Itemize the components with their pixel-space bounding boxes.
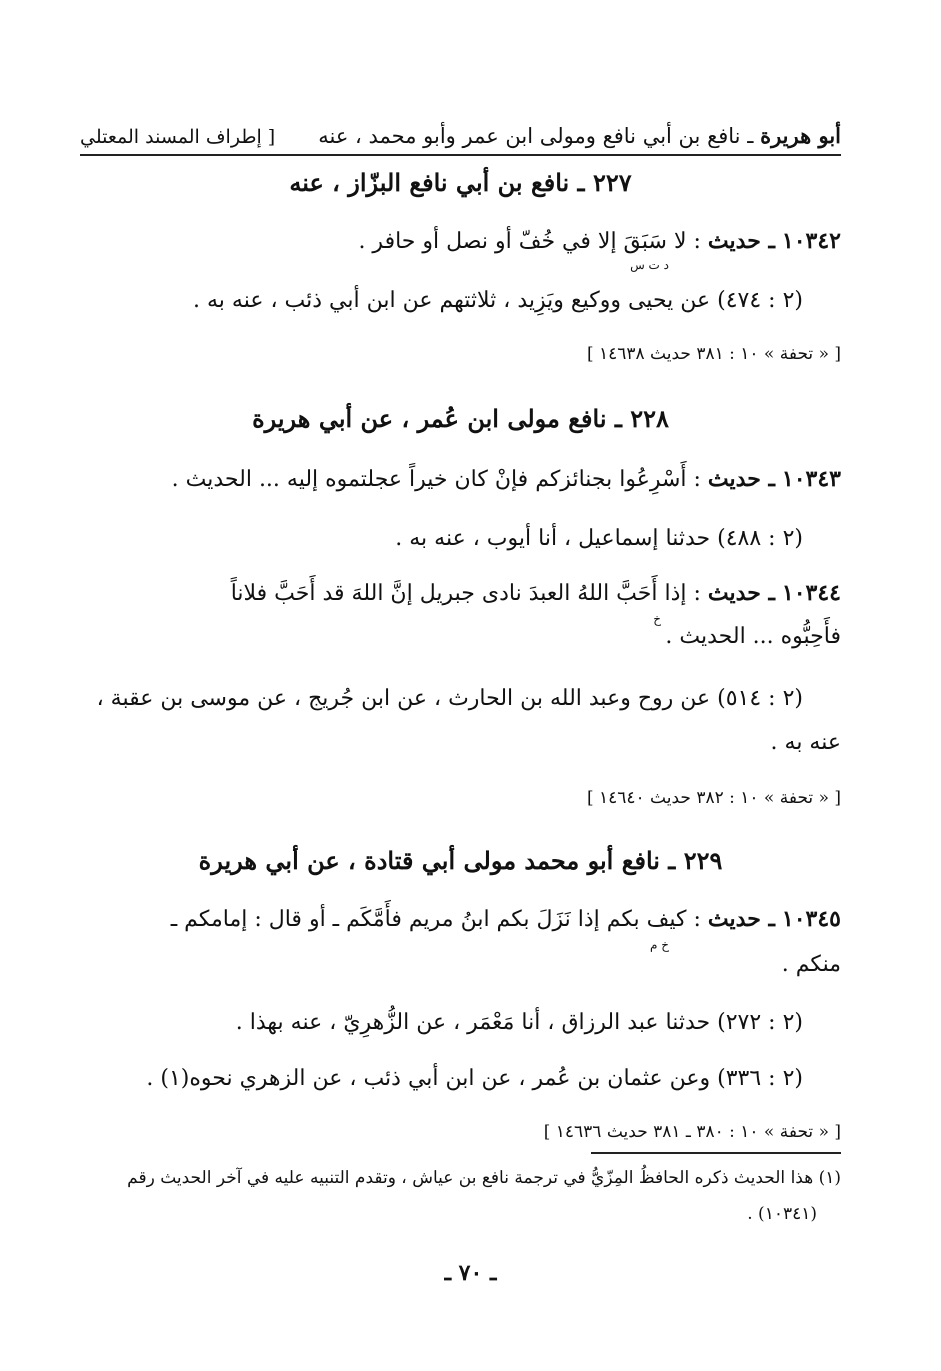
running-header-subject — [318, 123, 841, 148]
footnote-line: (١٠٣٤١) . — [747, 1204, 817, 1224]
running-header — [80, 112, 841, 156]
hadith-text: : إذا أَحَبَّ اللهُ العبدَ نادى جبريل إنَّ اللهَ قد أَحَبَّ فلاناً — [230, 581, 701, 606]
chain-line: (٢ : ٢٧٢) حدثنا عبد الرزاق ، أنا مَعْمَر ، عن الزُّهرِيّ ، عنه بهذا . — [235, 1010, 803, 1035]
chapter-title: ٢٢٩ ـ نافع أبو محمد مولى أبي قتادة ، عن أبي هريرة — [198, 846, 723, 875]
footnote-separator — [591, 1152, 841, 1154]
hadith-siglum: د ت س — [630, 258, 669, 272]
chain-line: (٢ : ٥١٤) عن روح وعبد الله بن الحارث ، عن ابن جُريج ، عن موسى بن عقبة ، — [96, 686, 803, 711]
hadith-label: ـ حديث — [707, 580, 775, 606]
tuhfa-reference: [ « تحفة » ١٠ : ٣٨٠ ـ ٣٨١ حديث ١٤٦٣٦ ] — [543, 1122, 841, 1142]
hadith-continuation: فأَحِبُّوه ... الحديث . — [665, 624, 841, 649]
hadith-label: ـ حديث — [707, 228, 775, 254]
chain-continuation: عنه به . — [770, 730, 841, 755]
hadith-line — [80, 226, 841, 258]
chain-line: (٢ : ٤٧٤) عن يحيى ووكيع ويَزِيد ، ثلاثتهم عن ابن أبي ذئب ، عنه به . — [193, 288, 803, 313]
chapter-title: ٢٢٨ ـ نافع مولى ابن عُمر ، عن أبي هريرة — [252, 404, 669, 433]
chapter-title: ٢٢٧ ـ نافع بن أبي نافع البزّاز ، عنه — [289, 168, 632, 197]
hadith-number: ١٠٣٤٣ — [781, 466, 841, 492]
header-dash: ـ — [747, 124, 754, 148]
hadith-label: ـ حديث — [707, 906, 775, 932]
tuhfa-reference: [ « تحفة » ١٠ : ٣٨١ حديث ١٤٦٣٨ ] — [586, 344, 841, 364]
footnote-line: (١) هذا الحديث ذكره الحافظُ المِزّيُّ في ترجمة نافع بن عياش ، وتقدم التنبيه عليه في آخر الحديث رقم — [127, 1168, 841, 1188]
hadith-number: ١٠٣٤٤ — [781, 580, 841, 606]
hadith-siglum: خ م — [650, 938, 669, 952]
hadith-number: ١٠٣٤٥ — [781, 906, 841, 932]
hadith-number: ١٠٣٤٢ — [781, 228, 841, 254]
header-book-title: [ إطراف المسند المعتلي — [80, 126, 276, 148]
hadith-text: : أَسْرِعُوا بجنائزكم فإنْ كان خيراً عجلتموه إليه ... الحديث . — [171, 467, 701, 492]
chain-line: (٢ : ٣٣٦) وعن عثمان بن عُمر ، عن ابن أبي ذئب ، عن الزهري نحوه(١) . — [146, 1066, 803, 1091]
hadith-line — [80, 578, 841, 610]
header-subjects: نافع بن أبي نافع ومولى ابن عمر وأبو محمد ، عنه — [318, 124, 741, 148]
hadith-text: : لا سَبَقَ إلا في خُفّ أو نصل أو حافر . — [358, 229, 701, 254]
hadith-line — [80, 904, 841, 936]
hadith-line — [80, 464, 841, 496]
hadith-text: : كيف بكم إذا نَزَلَ بكم ابنُ مريم فأَمَّكَم ـ أو قال : إمامكم ـ — [170, 907, 701, 932]
hadith-label: ـ حديث — [707, 466, 775, 492]
tuhfa-reference: [ « تحفة » ١٠ : ٣٨٢ حديث ١٤٦٤٠ ] — [586, 788, 841, 808]
hadith-continuation: منكم . — [781, 952, 841, 977]
hadith-siglum: خ — [653, 612, 661, 626]
page-number: ـ ٧٠ ـ — [444, 1260, 497, 1286]
chain-line: (٢ : ٤٨٨) حدثنا إسماعيل ، أنا أيوب ، عنه به . — [395, 526, 803, 551]
header-section: أبو هريرة — [760, 123, 841, 148]
